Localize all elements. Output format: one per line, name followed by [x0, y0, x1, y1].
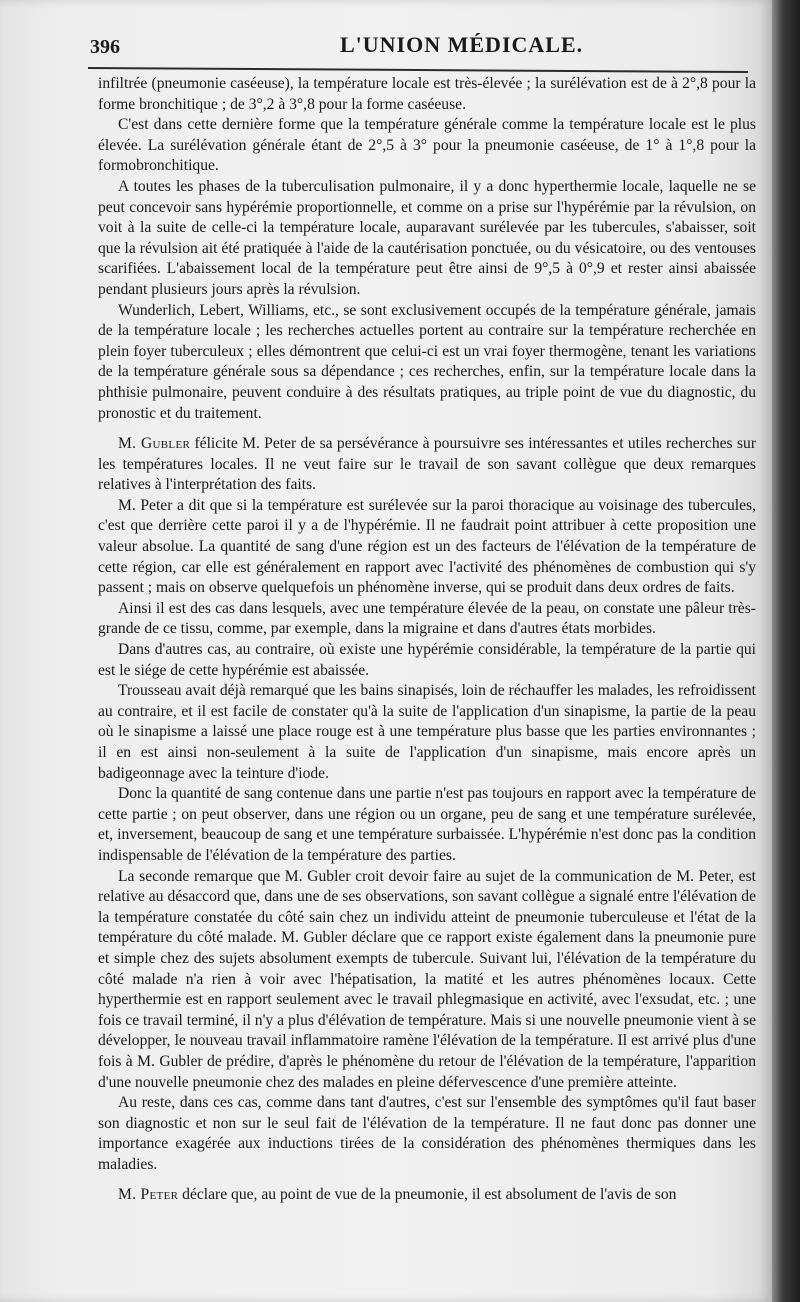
paragraph-2: C'est dans cette dernière forme que la température générale comme la température locale est le plus élevée. La surélévation générale étant de 2°,5 à 3° pour la pneumonie caséeuse, de 1° à 1°,8 pour la formobronchitique. [98, 116, 756, 175]
book-spine-edge [772, 0, 800, 1302]
paragraph-9: Trousseau avait déjà remarqué que les bains sinapisés, loin de réchauffer les malades, les refroidissent au contraire, et il est facile de constater qu'à la suite de l'application d'un sinapisme, la partie de la peau où le sinapisme a laissé une place rouge est à une température plus basse que les parties environnantes ; il en est ainsi non-seulement à la suite de l'application d'un sinapisme, mais encore après un badigeonnage avec la teinture d'iode. [98, 682, 756, 782]
paragraph-12: Au reste, dans ces cas, comme dans tant d'autres, c'est sur l'ensemble des symptômes qu'il faut baser son diagnostic et non sur le seul fait de l'élévation de la température. Il ne faut donc pas donner une importance exagérée aux inductions tirées de la considération des phénomènes thermiques dans les maladies. [98, 1094, 756, 1173]
speaker-name: M. Peter [118, 1186, 179, 1204]
paragraph-13-text: déclare que, au point de vue de la pneumonie, il est absolument de l'avis de son [182, 1186, 677, 1204]
header-rule [88, 67, 748, 73]
paragraph-11: La seconde remarque que M. Gubler croit devoir faire au sujet de la communication de M. Peter, est relative au désaccord que, dans une de ses observations, son savant collègue a signalé entre l'élévation de la température constatée du côté sain chez un individu atteint de pneumonie tuberculeuse et l'état de la température du côté malade. M. Gubler déclare que ce rapport existe également dans la pneumonie pure et simple chez des sujets absolument exempts de tubercule. Suivant lui, l'élévation de la température du côté malade n'a rien à voir avec l'hépatisation, la matité et les autres phénomènes locaux. Cette hyperthermie est en rapport seulement avec le travail phlegmasique en activité, avec l'exsudat, etc. ; une fois ce travail terminé, il n'y a plus d'élévation de température. Mais si une nouvelle pneumonie vient à se développer, le nouveau travail inflammatoire ramène l'élévation de la température. Il est arrivé plus d'une fois à M. Gubler de prédire, d'après le phénomène du retour de l'élévation de la température, l'apparition d'une nouvelle pneumonie chez des malades en pleine défervescence d'une première atteinte. [98, 867, 756, 1091]
paragraph-4: Wunderlich, Lebert, Williams, etc., se sont exclusivement occupés de la température générale, jamais de la température locale ; les recherches actuelles portent au contraire sur la température recherchée en plein foyer tuberculeux ; elles démontrent que celui-ci est un vrai foyer thermogène, tenant les variations de la température générale sous sa dépendance ; ces recherches, enfin, sur la température locale dans la phthisie pulmonaire, peuvent conduire à des résultats pratiques, au triple point de vue du diagnostic, du pronostic et du traitement. [98, 301, 756, 422]
paragraph-13 [98, 1185, 756, 1206]
paragraph-5-text: félicite M. Peter de sa persévérance à poursuivre ses intéressantes et utiles recherches sur les températures locales. Il ne veut faire sur le travail de son savant collègue que deux remarques relatives à l'interprétation des faits. [98, 435, 757, 494]
page-number: 396 [90, 36, 120, 58]
paragraph-8: Dans d'autres cas, au contraire, où existe une hypérémie considérable, la température de la partie qui est le siége de cette hypérémie est abaissée. [98, 641, 756, 679]
paragraph-7: Ainsi il est des cas dans lesquels, avec une température élevée de la peau, on constate une pâleur très-grande de ce tissu, comme, par exemple, dans la migraine et dans d'autres états morbides. [98, 599, 756, 638]
paragraph-1: infiltrée (pneumonie caséeuse), la température locale est très-élevée ; la surélévation est de à 2°,8 pour la forme bronchitique ; de 3°,2 à 3°,8 pour la forme caséeuse. [98, 75, 756, 113]
body-text [98, 74, 756, 1206]
paragraph-10: Donc la quantité de sang contenue dans une partie n'est pas toujours en rapport avec la température de cette partie ; on peut observer, dans une région ou un organe, peu de sang et une température surélevée, et, inversement, beaucoup de sang et une température surbaissée. L'hypérémie n'est donc pas la condition indispensable de l'élévation de la température des parties. [98, 785, 756, 864]
running-head-title: L'UNION MÉDICALE. [340, 32, 584, 57]
speaker-name: M. Gubler [118, 435, 191, 453]
paragraph-6: M. Peter a dit que si la température est surélevée sur la paroi thoracique au voisinage des tubercules, c'est que derrière cette paroi il y a de l'hypérémie. Il ne faudrait point attribuer à cette proposition une valeur absolue. La quantité de sang d'une région est un des facteurs de l'élévation de la température de cette région, car elle est généralement en rapport avec l'activité des phénomènes de combustion qui s'y passent ; mais on observe quelquefois un phénomène inverse, qui se produit dans deux ordres de faits. [98, 496, 756, 597]
paragraph-3: A toutes les phases de la tuberculisation pulmonaire, il y a donc hyperthermie locale, laquelle ne se peut concevoir sans hypérémie proportionnelle, et comme on a prise sur l'hypérémie par la révulsion, on voit à la suite de celle-ci la température locale, auparavant surélevée par les tubercules, s'abaisser, soit que la révulsion ait été pratiquée à l'aide de la cautérisation ponctuée, ou du vésicatoire, ou des ventouses scarifiées. L'abaissement local de la température peut être ainsi de 9°,5 à 0°,9 et rester ainsi abaissée pendant plusieurs jours après la révulsion. [98, 177, 756, 298]
page-header [90, 30, 750, 60]
paragraph-5 [98, 434, 756, 496]
